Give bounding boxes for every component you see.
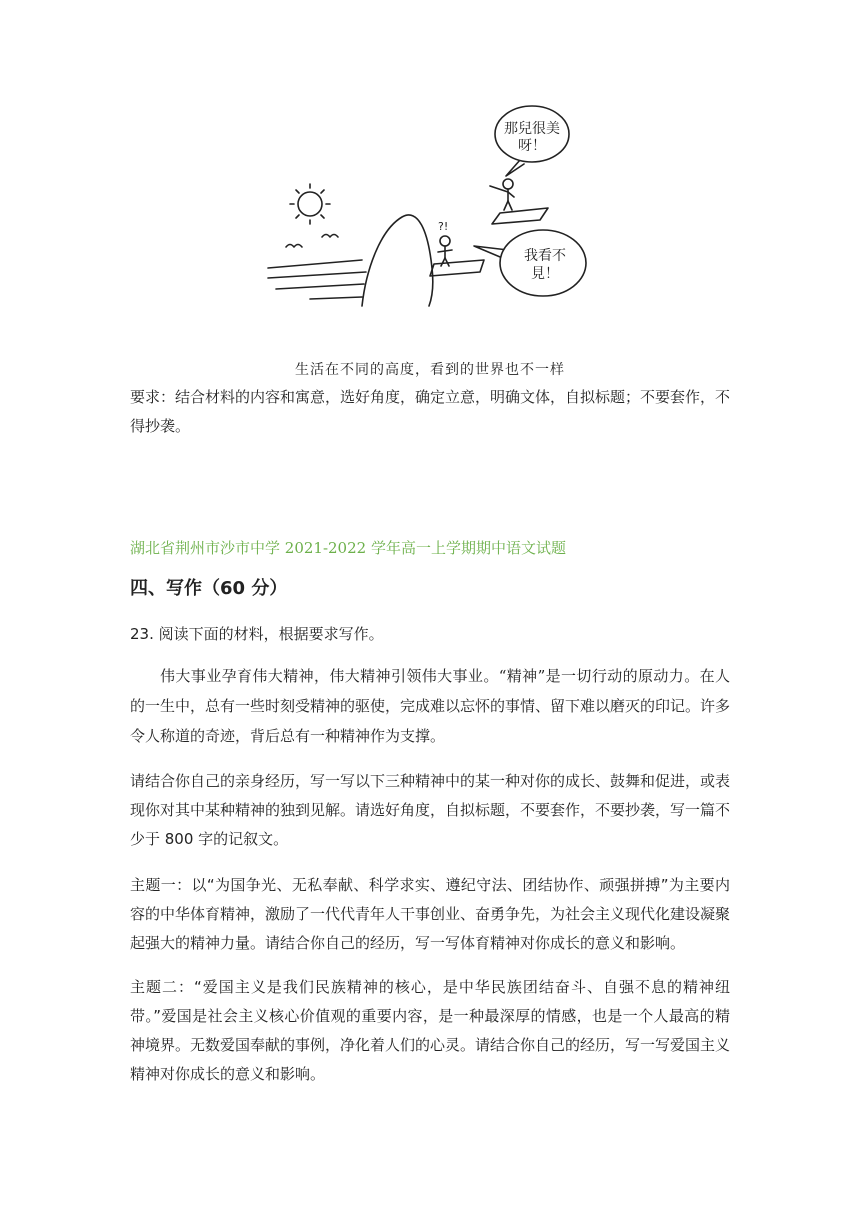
- question-intro: 23. 阅读下面的材料，根据要求写作。: [130, 625, 384, 643]
- top-bubble-line-2: 呀！: [518, 138, 546, 154]
- section-heading: 四、写作（60 分）: [130, 578, 288, 599]
- low-person-drawing: [438, 236, 452, 266]
- illustration-caption: 生活在不同的高度，看到的世界也不一样: [295, 362, 565, 378]
- sun-drawing: [290, 184, 330, 224]
- theme-one-text: 主题一：以“为国争光、无私奉献、科学求实、遵纪守法、团结协作、顽强拼搏”为主要内容的中华体育精神，激励了一代代青年人干事创业、奋勇争先，为社会主义现代化建设凝聚起强大的精神力量。请结合你自己的经历，写一写体育精神对你成长的意义和影响。: [130, 876, 731, 952]
- birds-drawing: [286, 235, 338, 248]
- requirement-text: 要求：结合材料的内容和寓意，选好角度，确定立意，明确文体，自拟标题；不要套作，不得抄袭。: [130, 388, 731, 435]
- high-platform-drawing: [492, 208, 548, 224]
- low-platform-drawing: [430, 260, 484, 276]
- bottom-bubble-line-1: 我看不: [524, 248, 566, 264]
- sea-drawing: [268, 260, 366, 299]
- question-marks: ?!: [438, 220, 449, 233]
- cartoon-illustration: [262, 100, 602, 318]
- source-title: 湖北省荆州市沙市中学 2021-2022 学年高一上学期期中语文试题: [130, 539, 566, 557]
- bottom-speech-bubble: [474, 230, 586, 296]
- instruction-text: 请结合你自己的亲身经历，写一写以下三种精神中的某一种对你的成长、鼓舞和促进，或表现你对其中某种精神的独到见解。请选好角度，自拟标题，不要套作，不要抄袭，写一篇不少于 800 字的记叙文。: [130, 772, 731, 848]
- bottom-bubble-line-2: 見！: [531, 266, 559, 282]
- top-speech-bubble: [495, 106, 569, 176]
- mountain-drawing: [362, 215, 433, 306]
- material-text: 伟大事业孕育伟大精神，伟大精神引领伟大事业。“精神”是一切行动的原动力。在人的一生中，总有一些时刻受精神的驱使，完成难以忘怀的事情、留下难以磨灭的印记。许多令人称道的奇迹，背后总有一种精神作为支撑。: [130, 667, 731, 745]
- theme-two-text: 主题二：“爱国主义是我们民族精神的核心，是中华民族团结奋斗、自强不息的精神纽带。”爱国是社会主义核心价值观的重要内容，是一种最深厚的情感，也是一个人最高的精神境界。无数爱国奉献的事例，净化着人们的心灵。请结合你自己的经历，写一写爱国主义精神对你成长的意义和影响。: [130, 978, 731, 1083]
- high-person-drawing: [490, 179, 514, 210]
- top-bubble-line-1: 那兒很美: [504, 121, 560, 137]
